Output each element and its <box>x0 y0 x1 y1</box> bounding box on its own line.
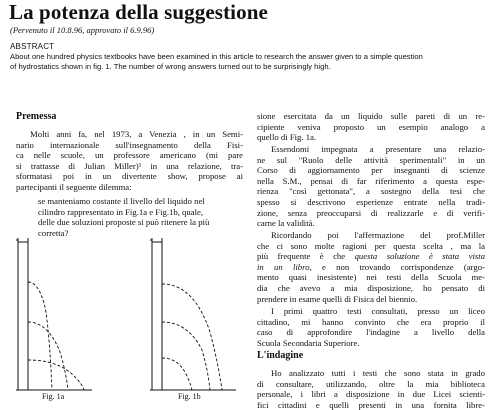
text-line: nario internazionale sull'insegnamento della Fisi- <box>16 139 243 150</box>
text-line: Ricordando poi l'affermazione del prof.Miller <box>271 230 485 240</box>
text-fragment: , e non trovando corrispondenze (argo- <box>309 261 485 272</box>
abstract-line: of hydrostatics shown in fig. 1. The number of wrong answers turned out to be surprisingly high. <box>10 62 331 71</box>
text-line: I primi quattro testi consultati, presso un liceo <box>271 306 485 316</box>
text-line: dia che avevo a mia disposizione, ho pensato di <box>257 282 485 293</box>
section-heading-premessa: Premessa <box>16 111 57 122</box>
text-line: ne sul "Ruolo delle attività sperimentali" in un <box>257 154 485 165</box>
text-line <box>257 262 485 273</box>
paragraph-right-1 <box>257 111 485 143</box>
text-line: caso di approfondire l'indagine a livello della <box>257 327 485 338</box>
text-line: ca nelle scuole, un professore americano (mi pare <box>16 150 243 161</box>
jet-middle <box>162 322 210 390</box>
text-line: Scuola Secondaria Superiore. <box>257 337 360 348</box>
text-line: zione, senza preoccuparsi di realizzarle e di verifi- <box>257 207 485 218</box>
figure-1b-caption: Fig. 1b <box>178 392 201 401</box>
abstract-heading: ABSTRACT <box>10 42 55 51</box>
figure-1b <box>148 232 238 392</box>
italic-phrase: questa soluzione è stata vista <box>354 251 485 262</box>
jet-bottom <box>28 360 84 390</box>
text-line: Essendomi impegnata a presentare una relazio- <box>271 144 485 154</box>
text-line: personale, i libri a disposizione in due Licei scienti- <box>257 389 485 400</box>
question-line: cilindro rappresentato in Fig.1a e Fig.1b, quale, <box>38 206 204 217</box>
text-line: Ho analizzato tutti i testi che sono stata in grado <box>271 368 485 378</box>
text-line: quello di Fig. 1a. <box>257 132 317 143</box>
text-line: che ci sono molte ragioni per questa scelta , ma la <box>257 240 485 251</box>
text-line: fici cittadini e quelli presenti in una fornita libre- <box>257 399 485 410</box>
text-line: sformatasi poi in un divertente show, propose ai <box>16 171 243 182</box>
text-line: carne la validità. <box>257 218 315 229</box>
question-line: delle due soluzioni proposte si può ritenere la più <box>38 217 210 228</box>
section-heading-indagine: L'indagine <box>257 350 304 361</box>
article-title: La potenza della suggestione <box>9 0 268 24</box>
text-line: prendere in esame quelli di Fisica del biennio. <box>257 293 418 304</box>
abstract-line: About one hundred physics textbooks have been examined in this article to research the answer given to a simple question <box>10 52 423 61</box>
figure-1a-caption: Fig. 1a <box>42 392 65 401</box>
abstract-text <box>10 52 488 72</box>
jet-top <box>28 282 52 390</box>
text-line: si trattasse di Julian Miller)¹ in una relazione, tra- <box>16 160 243 171</box>
paragraph-right-5 <box>257 368 485 410</box>
text-line: Corso di aggiornamento per insegnanti di scienze <box>257 165 485 176</box>
text-line: cipiente veniva proposto un esempio analogo a <box>257 121 485 132</box>
received-date-note: (Pervenuto il 10.8.96, approvato il 6.9.96) <box>10 25 155 35</box>
question-line: se manteniamo costante il livello del liquido nel <box>38 196 205 206</box>
italic-phrase: in un libro <box>257 261 310 272</box>
paragraph-premessa <box>16 129 243 193</box>
jet-bottom <box>162 358 192 390</box>
text-line: mento quasi inesistente) nei testi della Scuola me- <box>257 272 485 283</box>
jet-top <box>162 284 222 390</box>
paragraph-right-4 <box>257 306 485 348</box>
text-line: partecipanti il seguente dilemma: <box>16 181 132 192</box>
text-line <box>257 251 485 262</box>
figure-1a <box>14 232 94 392</box>
paragraph-right-2 <box>257 144 485 229</box>
text-line: di consultare, utilizzando, oltre la mia biblioteca <box>257 378 485 389</box>
text-line: rienza "così gettonata", a sostegno della tesi che <box>257 186 485 197</box>
text-line: Molti anni fa, nel 1973, a Venezia , in un Semi- <box>30 129 243 139</box>
text-line: nella S.M., pensai di far riferimento a questa espe- <box>257 175 485 186</box>
text-line: spesso si descrivono esperienze entrate nella tradi- <box>257 196 485 207</box>
paragraph-right-3 <box>257 230 485 304</box>
text-fragment: più frequente è che <box>257 251 355 262</box>
text-line: sione esercitata da un liquido sulle pareti di un re- <box>257 111 485 121</box>
text-line: cittadino, mi hanno convinto che era proprio il <box>257 316 485 327</box>
question-line: corretta? <box>38 227 69 238</box>
